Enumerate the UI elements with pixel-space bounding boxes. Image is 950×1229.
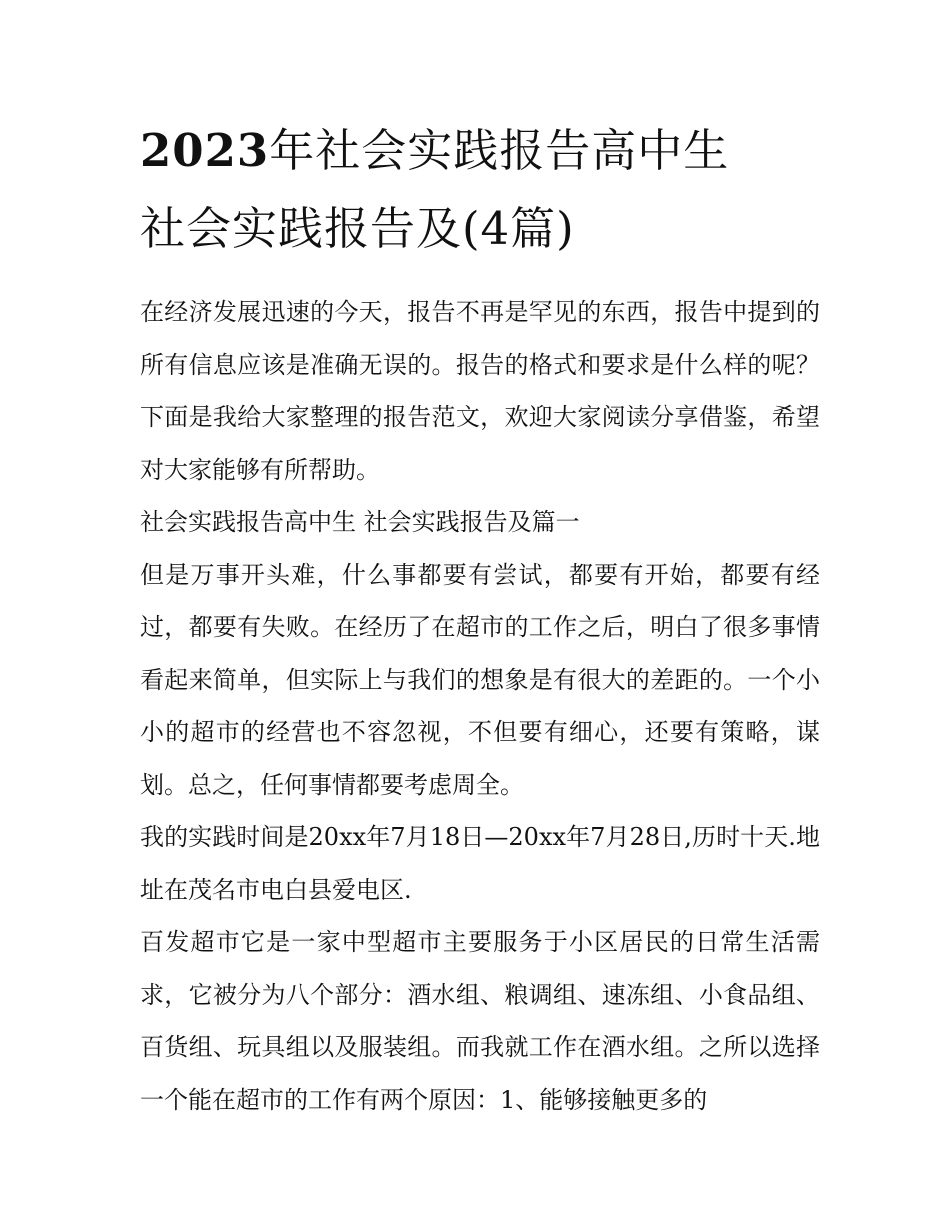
body-paragraph-3: 百发超市它是一家中型超市主要服务于小区居民的日常生活需求，它被分为八个部分：酒水组、粮调组、速冻组、小食品组、百货组、玩具组以及服装组。而我就工作在酒水组。之所以选择一个能在超市的工作有两个原因：1、能够接触更多的 xyxy=(140,928,820,1114)
document-title xyxy=(140,112,820,268)
intro-paragraph: 在经济发展迅速的今天，报告不再是罕见的东西，报告中提到的所有信息应该是准确无误的。报告的格式和要求是什么样的呢？下面是我给大家整理的报告范文，欢迎大家阅读分享借鉴，希望对大家能够有所帮助。 xyxy=(140,298,820,484)
title-line-1 xyxy=(140,112,820,190)
section-heading: 社会实践报告高中生 社会实践报告及篇一 xyxy=(140,508,580,536)
title-line-1-text: 年社会实践报告高中生 xyxy=(269,124,730,177)
body-paragraph-2: 我的实践时间是20xx年7月18日—20xx年7月28日,历时十天.地址在茂名市电白县爱电区. xyxy=(140,823,820,904)
body-paragraph-1: 但是万事开头难，什么事都要有尝试，都要有开始，都要有经过，都要有失败。在经历了在超市的工作之后，明白了很多事情看起来简单，但实际上与我们的想象是有很大的差距的。一个小小的超市的经营也不容忽视，不但要有细心，还要有策略，谋划。总之，任何事情都要考虑周全。 xyxy=(140,560,820,799)
title-line-2: 社会实践报告及(4篇) xyxy=(140,202,575,255)
document-page xyxy=(140,112,820,1126)
title-year: 2023 xyxy=(140,124,270,177)
